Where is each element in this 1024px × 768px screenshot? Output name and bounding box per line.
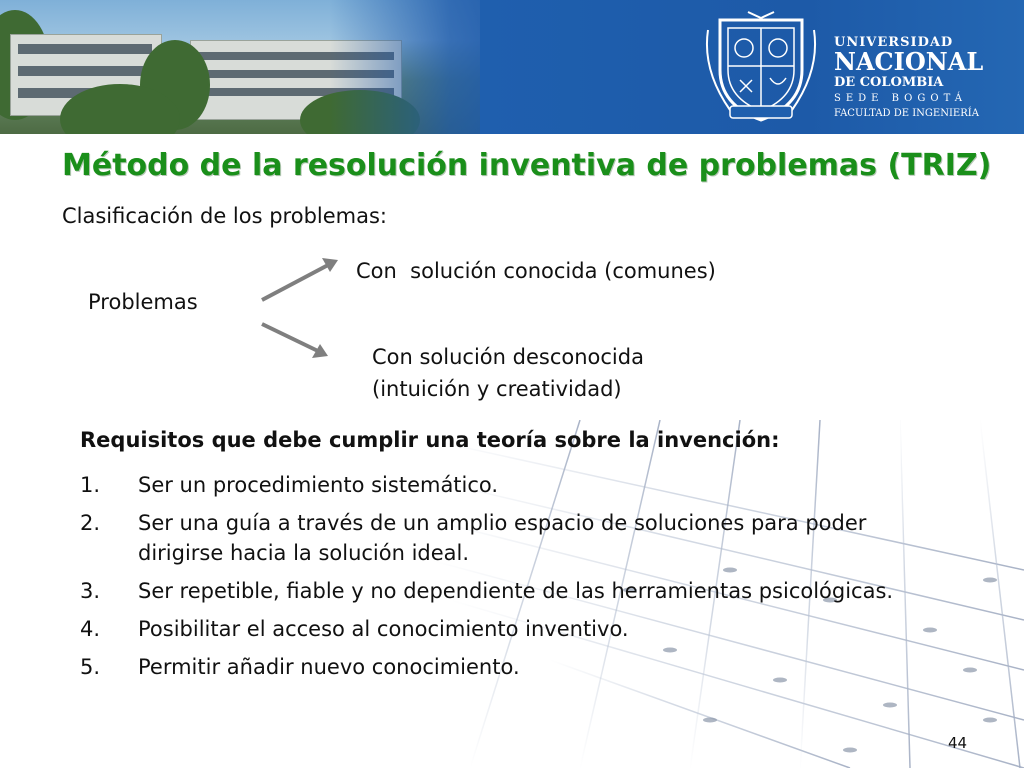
list-item-text: Ser repetible, fiable y no dependiente de las herramientas psicológicas.	[138, 579, 894, 603]
requirements-heading: Requisitos que debe cumplir una teoría sobre la invención:	[80, 428, 780, 452]
arrow-up-icon	[262, 258, 338, 300]
page-number: 44	[948, 734, 968, 752]
faculty-name: FACULTAD DE INGENIERÍA	[834, 108, 979, 119]
requirements-list	[80, 470, 980, 690]
slide-subtitle: Clasificación de los problemas:	[62, 204, 387, 228]
header-banner	[0, 0, 1024, 134]
university-line4: SEDE BOGOTÁ	[834, 93, 967, 104]
slide-title: Método de la resolución inventiva de problemas (TRIZ)	[62, 148, 992, 183]
list-item	[80, 614, 980, 644]
university-line2: NACIONAL	[834, 47, 984, 76]
list-item-number: 3.	[80, 579, 101, 603]
university-seal-icon	[700, 10, 822, 126]
list-item-number: 4.	[80, 617, 101, 641]
list-item-number: 1.	[80, 473, 101, 497]
list-item-number: 2.	[80, 511, 101, 535]
university-logo-text	[834, 36, 983, 119]
list-item-number: 5.	[80, 655, 101, 679]
list-item	[80, 508, 980, 568]
list-item	[80, 576, 980, 606]
list-item-text: Ser una guía a través de un amplio espacio de soluciones para poder dirigirse hacia la solución ideal.	[138, 511, 867, 565]
university-line3: DE COLOMBIA	[834, 75, 944, 90]
branch-arrows	[250, 250, 350, 370]
university-line1: UNIVERSIDAD	[834, 35, 954, 50]
list-item	[80, 470, 980, 500]
diagram-option-unknown	[372, 341, 644, 405]
list-item-text: Permitir añadir nuevo conocimiento.	[138, 655, 520, 679]
diagram-option-known: Con solución conocida (comunes)	[356, 259, 716, 283]
list-item	[80, 652, 980, 682]
diagram-option-unknown-line1: Con solución desconocida	[372, 345, 644, 369]
list-item-text: Posibilitar el acceso al conocimiento inventivo.	[138, 617, 629, 641]
list-item-text: Ser un procedimiento sistemático.	[138, 473, 499, 497]
arrow-down-icon	[262, 324, 328, 358]
diagram-root-label: Problemas	[88, 290, 198, 314]
diagram-option-unknown-line2: (intuición y creatividad)	[372, 377, 622, 401]
